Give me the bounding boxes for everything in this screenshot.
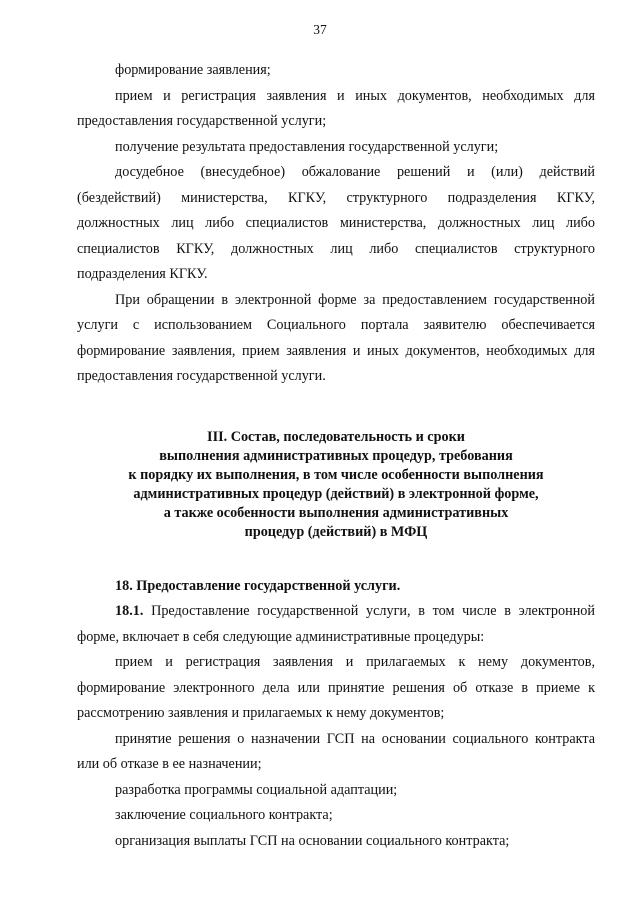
- heading-line: административных процедур (действий) в электронной форме,: [133, 485, 539, 502]
- paragraph: досудебное (внесудебное) обжалование решений и (или) действий (бездействий) министерства, КГКУ, структурного подразделения КГКУ, должностных лиц либо специалистов министерства, должностных лиц либо специалистов КГКУ, должностных лиц либо специалистов структурного подразделения КГКУ.: [77, 164, 595, 282]
- paragraph: формирование заявления;: [115, 62, 271, 78]
- paragraph: заключение социального контракта;: [115, 807, 333, 823]
- paragraph: принятие решения о назначении ГСП на основании социального контракта или об отказе в ее назначении;: [77, 730, 595, 772]
- paragraph: При обращении в электронной форме за предоставлением государственной услуги с использованием Социального портала заявителю обеспечивается формирование заявления, прием заявления и иных документов, необходимых для предоставления государственной услуги.: [77, 291, 595, 384]
- paragraph: получение результата предоставления государственной услуги;: [115, 138, 499, 155]
- page-number: 37: [313, 22, 327, 37]
- heading-line: а также особенности выполнения административных: [163, 504, 509, 521]
- item-paragraph: [77, 599, 595, 650]
- heading-line: III. Состав, последовательность и сроки: [207, 428, 465, 445]
- paragraph: организация выплаты ГСП на основании социального контракта;: [115, 832, 510, 849]
- paragraph: разработка программы социальной адаптации;: [115, 781, 398, 798]
- heading-line: к порядку их выполнения, в том числе особенности выполнения: [128, 466, 544, 483]
- heading-line: выполнения административных процедур, требования: [159, 447, 513, 464]
- subsection-title: 18. Предоставление государственной услуги.: [115, 577, 401, 594]
- item-text: Предоставление государственной услуги, в том числе в электронной форме, включает в себя следующие административные процедуры:: [77, 603, 595, 645]
- item-number: 18.1.: [115, 603, 144, 619]
- paragraph: прием и регистрация заявления и прилагаемых к нему документов, формирование электронного дела или принятие решения об отказе в приеме к рассмотрению заявления и прилагаемых к нему документов;: [77, 654, 595, 721]
- heading-line: процедур (действий) в МФЦ: [244, 523, 428, 540]
- section-heading: [77, 428, 595, 542]
- paragraph: прием и регистрация заявления и иных документов, необходимых для предоставления государственной услуги;: [77, 87, 595, 129]
- document-body: [77, 58, 595, 854]
